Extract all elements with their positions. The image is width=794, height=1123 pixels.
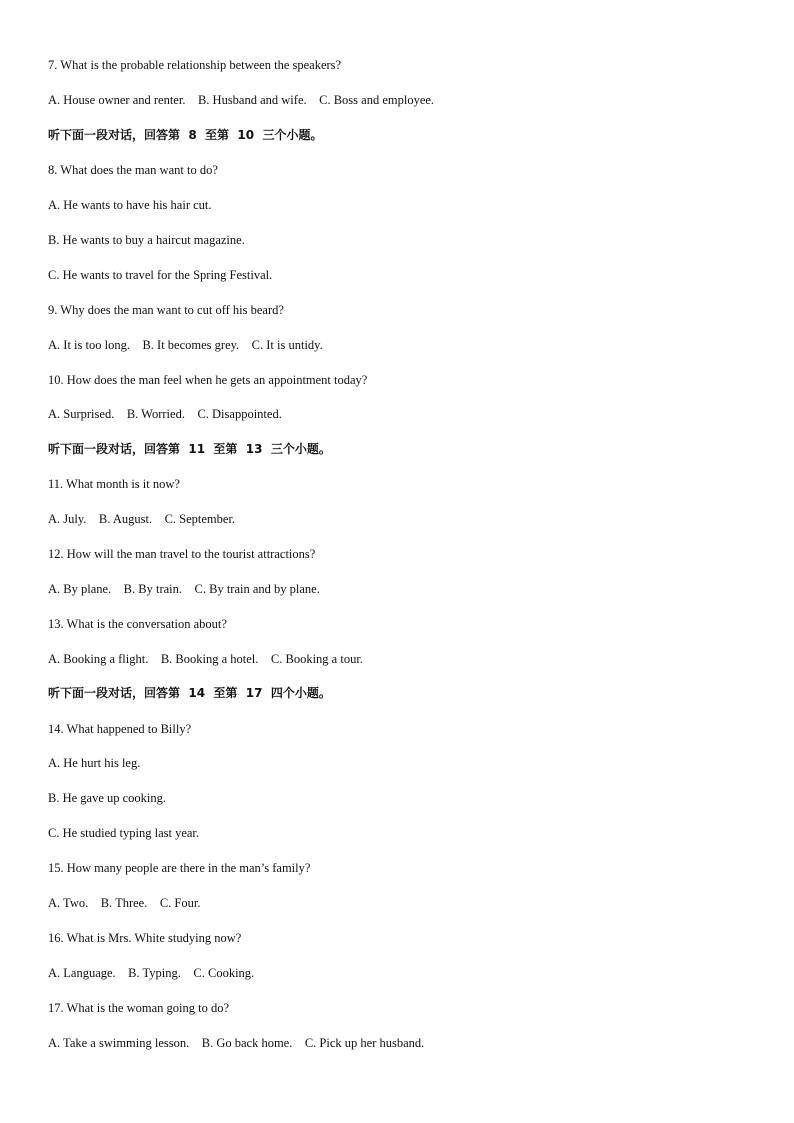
question-8: 8. What does the man want to do? — [48, 163, 218, 177]
question-15-options: A. Two. B. Three. C. Four. — [48, 896, 201, 910]
question-12: 12. How will the man travel to the tourist attractions? — [48, 547, 316, 561]
question-14: 14. What happened to Billy? — [48, 722, 192, 736]
question-17-options: A. Take a swimming lesson. B. Go back home. C. Pick up her husband. — [48, 1036, 425, 1050]
question-8-option-b: B. He wants to buy a haircut magazine. — [48, 233, 245, 247]
question-13: 13. What is the conversation about? — [48, 617, 227, 631]
question-7: 7. What is the probable relationship between the speakers? — [48, 58, 342, 72]
question-10-options: A. Surprised. B. Worried. C. Disappointed. — [48, 407, 282, 421]
question-8-option-c: C. He wants to travel for the Spring Festival. — [48, 268, 273, 282]
question-9-options: A. It is too long. B. It becomes grey. C. It is untidy. — [48, 338, 323, 352]
question-14-option-a: A. He hurt his leg. — [48, 756, 141, 770]
section-heading-11-13: 听下面一段对话，回答第 11 至第 13 三个小题。 — [48, 442, 331, 456]
question-16-options: A. Language. B. Typing. C. Cooking. — [48, 966, 255, 980]
question-8-option-a: A. He wants to have his hair cut. — [48, 198, 212, 212]
question-11: 11. What month is it now? — [48, 477, 180, 491]
question-7-options: A. House owner and renter. B. Husband and wife. C. Boss and employee. — [48, 93, 435, 107]
question-15: 15. How many people are there in the man’s family? — [48, 861, 311, 875]
section-heading-8-10: 听下面一段对话，回答第 8 至第 10 三个小题。 — [48, 128, 323, 142]
question-12-options: A. By plane. B. By train. C. By train and by plane. — [48, 582, 320, 596]
question-13-options: A. Booking a flight. B. Booking a hotel. C. Booking a tour. — [48, 652, 363, 666]
question-14-option-b: B. He gave up cooking. — [48, 791, 167, 805]
question-17: 17. What is the woman going to do? — [48, 1001, 229, 1015]
question-14-option-c: C. He studied typing last year. — [48, 826, 200, 840]
section-heading-14-17: 听下面一段对话，回答第 14 至第 17 四个小题。 — [48, 686, 331, 700]
question-11-options: A. July. B. August. C. September. — [48, 512, 236, 526]
question-9: 9. Why does the man want to cut off his beard? — [48, 303, 284, 317]
question-16: 16. What is Mrs. White studying now? — [48, 931, 242, 945]
question-10: 10. How does the man feel when he gets an appointment today? — [48, 373, 368, 387]
